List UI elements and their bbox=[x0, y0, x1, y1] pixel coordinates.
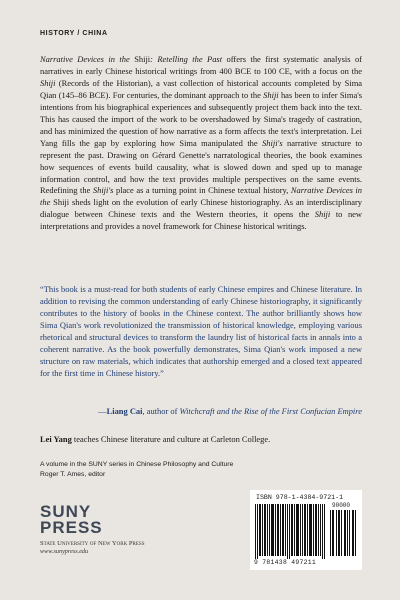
barcode bbox=[250, 490, 362, 570]
publisher-logo: SUNY PRESS bbox=[40, 502, 103, 537]
endorser-name: Liang Cai bbox=[106, 406, 143, 416]
publisher-info bbox=[40, 540, 200, 556]
series-line: A volume in the SUNY series in Chinese Philosophy and Culture bbox=[40, 461, 234, 468]
ean-barcode-bars bbox=[254, 504, 328, 559]
publisher-url: www.sunypress.edu bbox=[40, 548, 89, 555]
publisher-name: State University of New York Press bbox=[40, 540, 145, 547]
category-label: HISTORY / CHINA bbox=[40, 30, 108, 37]
endorsement-attribution: —Liang Cai, author of Witchcraft and the Rise of the First Confucian Empire bbox=[98, 406, 362, 416]
book-description: Narrative Devices in the Shiji: Retelling the Past offers the first systematic analysis of narratives in early Chinese historical writings from 400 BCE to 100 CE, with a focus on the Shiji (Records of the Historian), a vast collection of historical accounts completed by Sima Qian (145–86 BCE). For centuries, the dominant approach to the Shiji has been to infer Sima's intentions from his biographical experiences and subsequently project them back into the text. This has caused the import of the work to be overshadowed by Sima's tragedy of castration, and has minimized the question of how narrative as a form affects the text's interpretation. Lei Yang fills the gap by exploring how Sima manipulated the Shiji's narrative structure to represent the past. Drawing on Gérard Genette's narratological theories, the book examines how sequences of events build causality, what is slowed down and sped up to manage information control, and how the text provides multiple perspectives on the same events. Redefining the Shiji's place as a turning point in Chinese textual history, Narrative Devices in the Shiji sheds light on the evolution of early Chinese historiography. As an interdisciplinary dialogue between Chinese texts and the Western theories, it opens the Shiji to new interpretations and provides a novel framework for Chinese historical writings. bbox=[40, 54, 363, 232]
series-editor: Roger T. Ames, editor bbox=[40, 471, 106, 478]
author-name: Lei Yang bbox=[40, 434, 72, 444]
ean-number: 9 781438 497211 bbox=[254, 559, 317, 566]
series-info bbox=[40, 460, 280, 480]
book-title-work: Shiji bbox=[134, 54, 151, 64]
isbn-text: ISBN 978-1-4384-9721-1 bbox=[256, 494, 344, 501]
endorsement-quote: “This book is a must-read for both students of early Chinese empires and Chinese literature. In addition to revising the common understanding of early Chinese historiography, it significantly contributes to the history of books in the Chinese context. The author brilliantly shows how Sima Qian's work revolutionized the transmission of historical knowledge, employing various rhetorical and structural devices to transform the laundry list of historical facts in annals into a coherent narrative. As the book powerfully demonstrates, Sima Qian's work imposed a new structure on raw materials, which indicates that authorship emerged and a closed text appeared for the first time in Chinese history.” bbox=[40, 284, 362, 378]
author-bio: Lei Yang teaches Chinese literature and culture at Carleton College. bbox=[40, 434, 271, 444]
addon-number: 90000 bbox=[332, 502, 351, 509]
book-title: Narrative Devices in the bbox=[40, 54, 130, 64]
addon-barcode-bars bbox=[330, 510, 358, 556]
endorser-book: Witchcraft and the Rise of the First Confucian Empire bbox=[179, 406, 362, 416]
book-title-subtitle: : Retelling the Past bbox=[150, 54, 223, 64]
